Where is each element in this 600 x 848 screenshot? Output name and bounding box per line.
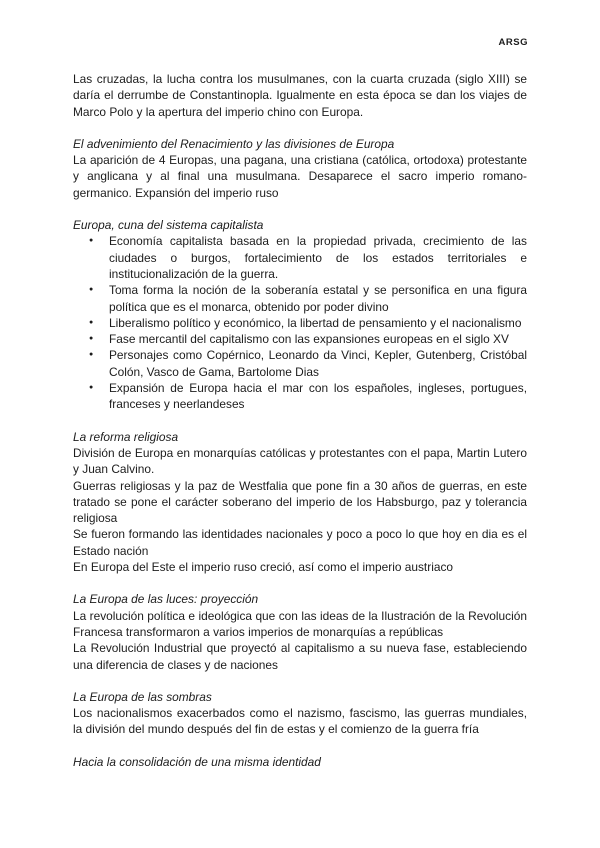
list-item: ● Personajes como Copérnico, Leonardo da Vinci, Kepler, Gutenberg, Cristóbal Colón, Vasco de Gama, Bartolome Dias — [73, 347, 527, 380]
paragraph: Guerras religiosas y la paz de Westfalia que pone fin a 30 años de guerras, en este tratado se pone el carácter soberano del imperio de los Habsburgo, paz y tolerancia religiosa — [73, 478, 527, 526]
section-heading: La reforma religiosa — [73, 429, 179, 444]
section-intro — [73, 71, 527, 120]
header-initials: ARSG — [498, 37, 528, 48]
paragraph: Se fueron formando las identidades nacionales y poco a poco lo que hoy en dia es el Estado nación — [73, 527, 527, 558]
list-item: ● Economía capitalista basada en la propiedad privada, crecimiento de las ciudades o burgos, fortalecimiento de los estados territoriales e institucionalización de la guerra. — [73, 233, 527, 282]
section-luces — [73, 591, 527, 672]
paragraph: División de Europa en monarquías católicas y protestantes con el papa, Martin Lutero y Juan Calvino. — [73, 445, 527, 477]
document-body — [73, 71, 527, 770]
section-heading: Hacia la consolidación de una misma identidad — [73, 754, 321, 769]
section-capitalismo — [73, 217, 527, 413]
section-reforma — [73, 429, 527, 576]
section-heading: La Europa de las luces: proyección — [73, 592, 259, 607]
paragraph: La Revolución Industrial que proyectó al capitalismo a su nueva fase, estableciendo una diferencia de clases y de naciones — [73, 641, 527, 672]
paragraph: La revolución política e ideológica que con las ideas de la Ilustración de la Revolución Francesa transformaron a varios imperios de monarquías a repúblicas — [73, 608, 527, 639]
list-item: ● Fase mercantil del capitalismo con las expansiones europeas en el siglo XV — [73, 331, 527, 347]
list-item: ● Liberalismo político y económico, la libertad de pensamiento y el nacionalismo — [73, 315, 527, 331]
section-renacimiento — [73, 136, 527, 201]
section-heading: La Europa de las sombras — [73, 689, 212, 704]
paragraph: En Europa del Este el imperio ruso creció, así como el imperio austriaco — [73, 560, 454, 575]
section-identidad — [73, 754, 527, 770]
bullet-list — [73, 233, 527, 412]
list-item: ● Expansión de Europa hacia el mar con los españoles, ingleses, portugues, franceses y neerlandeses — [73, 380, 527, 413]
intro-paragraph: Las cruzadas, la lucha contra los musulmanes, con la cuarta cruzada (siglo XIII) se daría el derrumbe de Constantinopla. Igualmente en esta época se dan los viajes de Marco Polo y la apertura del imperio chino con Europa. — [73, 72, 527, 119]
section-heading: Europa, cuna del sistema capitalista — [73, 218, 264, 233]
list-item: ● Toma forma la noción de la soberanía estatal y se personifica en una figura política que es el monarca, obtenido por poder divino — [73, 282, 527, 315]
paragraph: Los nacionalismos exacerbados como el nazismo, fascismo, las guerras mundiales, la división del mundo después del fin de estas y el comienzo de la guerra fría — [73, 706, 527, 737]
paragraph: La aparición de 4 Europas, una pagana, una cristiana (católica, ortodoxa) protestante y anglicana y al final una musulmana. Desaparece el sacro imperio romano-germanico. Expansión del imperio ruso — [73, 153, 527, 200]
section-heading: El advenimiento del Renacimiento y las divisiones de Europa — [73, 136, 395, 151]
section-sombras — [73, 689, 527, 738]
